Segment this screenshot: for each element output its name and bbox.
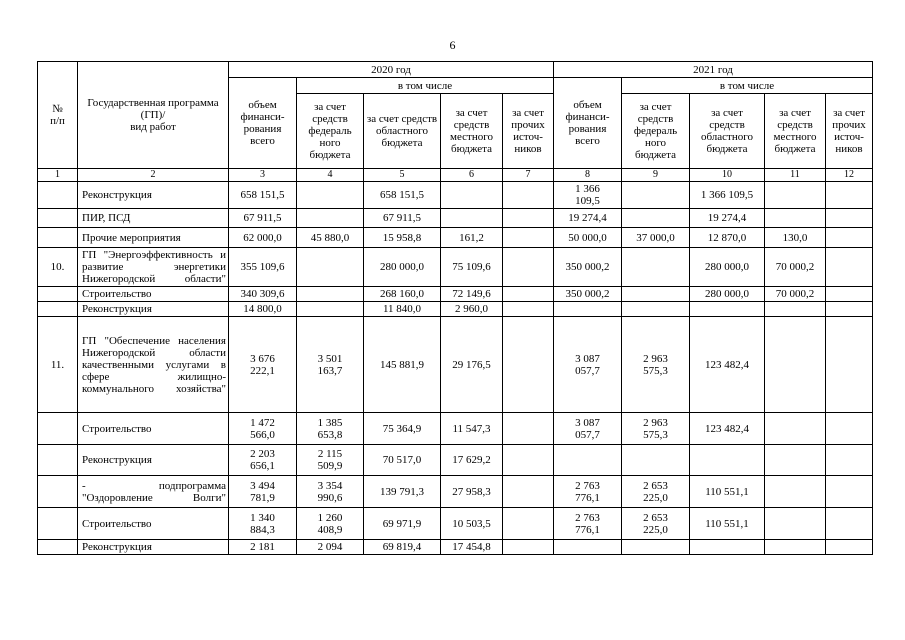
header-local-2021: за счет средств местного бюджета [765, 94, 826, 169]
value-cell: 123 482,4 [690, 317, 765, 413]
value-cell: 62 000,0 [229, 228, 297, 248]
header-other-2020: за счет прочих источ-ников [503, 94, 554, 169]
value-cell [622, 182, 690, 209]
value-cell: 139 791,3 [364, 476, 441, 508]
column-number: 9 [622, 169, 690, 182]
value-cell [554, 302, 622, 317]
value-cell: 145 881,9 [364, 317, 441, 413]
value-cell: 350 000,2 [554, 287, 622, 302]
value-cell [622, 445, 690, 476]
value-cell: 658 151,5 [229, 182, 297, 209]
row-name: Реконструкция [78, 182, 229, 209]
table-row [38, 248, 873, 287]
value-cell: 110 551,1 [690, 508, 765, 540]
header-local-2020: за счет средств местного бюджета [441, 94, 503, 169]
value-cell: 3 087 057,7 [554, 317, 622, 413]
value-cell [826, 476, 873, 508]
value-cell: 75 109,6 [441, 248, 503, 287]
row-name: - подпрограмма "Оздоровление Волги" [78, 476, 229, 508]
column-number: 5 [364, 169, 441, 182]
value-cell: 3 494 781,9 [229, 476, 297, 508]
column-number: 11 [765, 169, 826, 182]
value-cell: 70 517,0 [364, 445, 441, 476]
table-row [38, 476, 873, 508]
row-number: 11. [38, 317, 78, 413]
value-cell: 3 501 163,7 [297, 317, 364, 413]
value-cell: 2 115 509,9 [297, 445, 364, 476]
value-cell [826, 445, 873, 476]
value-cell [826, 248, 873, 287]
table-row [38, 182, 873, 209]
value-cell: 355 109,6 [229, 248, 297, 287]
value-cell [765, 445, 826, 476]
value-cell: 1 472 566,0 [229, 413, 297, 445]
value-cell [297, 302, 364, 317]
value-cell: 2 763 776,1 [554, 476, 622, 508]
header-federal-2021: за счет средств федераль ного бюджета [622, 94, 690, 169]
table-row [38, 302, 873, 317]
value-cell [765, 317, 826, 413]
column-number: 12 [826, 169, 873, 182]
header-federal-2020: за счет средств федераль ного бюджета [297, 94, 364, 169]
value-cell [503, 317, 554, 413]
value-cell [826, 209, 873, 228]
value-cell [503, 182, 554, 209]
row-number [38, 182, 78, 209]
column-number: 10 [690, 169, 765, 182]
value-cell: 1 366 109,5 [690, 182, 765, 209]
value-cell: 70 000,2 [765, 287, 826, 302]
value-cell: 280 000,0 [690, 287, 765, 302]
value-cell: 280 000,0 [364, 248, 441, 287]
row-number [38, 228, 78, 248]
value-cell: 2 960,0 [441, 302, 503, 317]
header-incl-2020: в том числе [297, 78, 554, 94]
table-row [38, 445, 873, 476]
value-cell: 123 482,4 [690, 413, 765, 445]
column-numbers-row [38, 169, 873, 182]
value-cell: 3 087 057,7 [554, 413, 622, 445]
header-program: Государственная программа (ГП)/ вид работ [78, 62, 229, 169]
column-number: 7 [503, 169, 554, 182]
value-cell [765, 413, 826, 445]
row-name: Реконструкция [78, 302, 229, 317]
value-cell: 50 000,0 [554, 228, 622, 248]
header-no: № п/п [38, 62, 78, 169]
value-cell [297, 182, 364, 209]
row-number [38, 540, 78, 555]
value-cell: 17 454,8 [441, 540, 503, 555]
value-cell [826, 317, 873, 413]
value-cell [690, 302, 765, 317]
value-cell: 350 000,2 [554, 248, 622, 287]
value-cell: 27 958,3 [441, 476, 503, 508]
row-number [38, 445, 78, 476]
value-cell: 12 870,0 [690, 228, 765, 248]
value-cell [441, 182, 503, 209]
column-number: 6 [441, 169, 503, 182]
row-name: Строительство [78, 287, 229, 302]
value-cell: 658 151,5 [364, 182, 441, 209]
value-cell: 29 176,5 [441, 317, 503, 413]
value-cell: 67 911,5 [364, 209, 441, 228]
page-number: 6 [449, 38, 456, 52]
row-name: ГП "Энергоэффективность и развитие энергетики Нижегородской области" [78, 248, 229, 287]
value-cell [622, 287, 690, 302]
value-cell: 15 958,8 [364, 228, 441, 248]
value-cell: 340 309,6 [229, 287, 297, 302]
value-cell: 14 800,0 [229, 302, 297, 317]
value-cell [765, 209, 826, 228]
value-cell [826, 540, 873, 555]
value-cell: 69 971,9 [364, 508, 441, 540]
value-cell: 3 354 990,6 [297, 476, 364, 508]
value-cell [297, 209, 364, 228]
value-cell [554, 445, 622, 476]
value-cell [690, 445, 765, 476]
row-name: ГП "Обеспечение населения Нижегородской области качественными услугами в сфере жилищно-коммунального хозяйства" [78, 317, 229, 413]
row-number [38, 287, 78, 302]
value-cell: 268 160,0 [364, 287, 441, 302]
value-cell: 67 911,5 [229, 209, 297, 228]
value-cell: 110 551,1 [690, 476, 765, 508]
value-cell: 1 366 109,5 [554, 182, 622, 209]
row-number: 10. [38, 248, 78, 287]
value-cell: 2 963 575,3 [622, 413, 690, 445]
value-cell [622, 302, 690, 317]
value-cell: 69 819,4 [364, 540, 441, 555]
financing-table [37, 61, 873, 555]
header-total-2021: объем финанси-рования всего [554, 78, 622, 169]
value-cell [765, 508, 826, 540]
header-regional-2021: за счет средств областного бюджета [690, 94, 765, 169]
value-cell [826, 508, 873, 540]
column-number: 4 [297, 169, 364, 182]
row-name: Прочие мероприятия [78, 228, 229, 248]
table-row [38, 508, 873, 540]
value-cell [503, 248, 554, 287]
value-cell: 2 653 225,0 [622, 476, 690, 508]
value-cell: 19 274,4 [690, 209, 765, 228]
value-cell [765, 540, 826, 555]
header-total-2020: объем финанси-рования всего [229, 78, 297, 169]
value-cell [503, 540, 554, 555]
value-cell [826, 302, 873, 317]
value-cell: 161,2 [441, 228, 503, 248]
table-row [38, 287, 873, 302]
value-cell [622, 209, 690, 228]
value-cell: 1 385 653,8 [297, 413, 364, 445]
value-cell [826, 228, 873, 248]
value-cell: 2 181 [229, 540, 297, 555]
row-number [38, 209, 78, 228]
row-number [38, 413, 78, 445]
value-cell: 3 676 222,1 [229, 317, 297, 413]
value-cell [765, 302, 826, 317]
table-row [38, 317, 873, 413]
value-cell: 1 340 884,3 [229, 508, 297, 540]
row-name: Строительство [78, 508, 229, 540]
value-cell [503, 413, 554, 445]
value-cell: 130,0 [765, 228, 826, 248]
row-name: Строительство [78, 413, 229, 445]
value-cell [503, 228, 554, 248]
row-name: Реконструкция [78, 445, 229, 476]
row-number [38, 476, 78, 508]
value-cell [765, 182, 826, 209]
value-cell: 2 963 575,3 [622, 317, 690, 413]
value-cell [503, 209, 554, 228]
table-row [38, 540, 873, 555]
row-name: Реконструкция [78, 540, 229, 555]
column-number: 1 [38, 169, 78, 182]
value-cell: 280 000,0 [690, 248, 765, 287]
value-cell: 70 000,2 [765, 248, 826, 287]
table-row [38, 228, 873, 248]
table-row [38, 413, 873, 445]
column-number: 2 [78, 169, 229, 182]
value-cell [765, 476, 826, 508]
value-cell: 2 653 225,0 [622, 508, 690, 540]
value-cell [690, 540, 765, 555]
value-cell: 11 840,0 [364, 302, 441, 317]
value-cell: 17 629,2 [441, 445, 503, 476]
value-cell [622, 540, 690, 555]
value-cell: 10 503,5 [441, 508, 503, 540]
value-cell: 2 094 [297, 540, 364, 555]
value-cell: 1 260 408,9 [297, 508, 364, 540]
header-regional-2020: за счет средств областного бюджета [364, 94, 441, 169]
value-cell: 45 880,0 [297, 228, 364, 248]
value-cell: 19 274,4 [554, 209, 622, 228]
value-cell [503, 476, 554, 508]
value-cell [503, 445, 554, 476]
value-cell [826, 182, 873, 209]
column-number: 3 [229, 169, 297, 182]
header-year-2020: 2020 год [229, 62, 554, 78]
value-cell [503, 302, 554, 317]
column-number: 8 [554, 169, 622, 182]
row-name: ПИР, ПСД [78, 209, 229, 228]
value-cell: 72 149,6 [441, 287, 503, 302]
row-number [38, 302, 78, 317]
value-cell [503, 287, 554, 302]
value-cell: 75 364,9 [364, 413, 441, 445]
value-cell [503, 508, 554, 540]
value-cell [441, 209, 503, 228]
header-incl-2021: в том числе [622, 78, 873, 94]
value-cell: 37 000,0 [622, 228, 690, 248]
value-cell [297, 248, 364, 287]
value-cell [826, 413, 873, 445]
value-cell [622, 248, 690, 287]
row-number [38, 508, 78, 540]
value-cell: 2 203 656,1 [229, 445, 297, 476]
value-cell [554, 540, 622, 555]
value-cell [297, 287, 364, 302]
value-cell: 2 763 776,1 [554, 508, 622, 540]
table-row [38, 209, 873, 228]
value-cell: 11 547,3 [441, 413, 503, 445]
header-year-2021: 2021 год [554, 62, 873, 78]
header-other-2021: за счет прочих источ-ников [826, 94, 873, 169]
value-cell [826, 287, 873, 302]
